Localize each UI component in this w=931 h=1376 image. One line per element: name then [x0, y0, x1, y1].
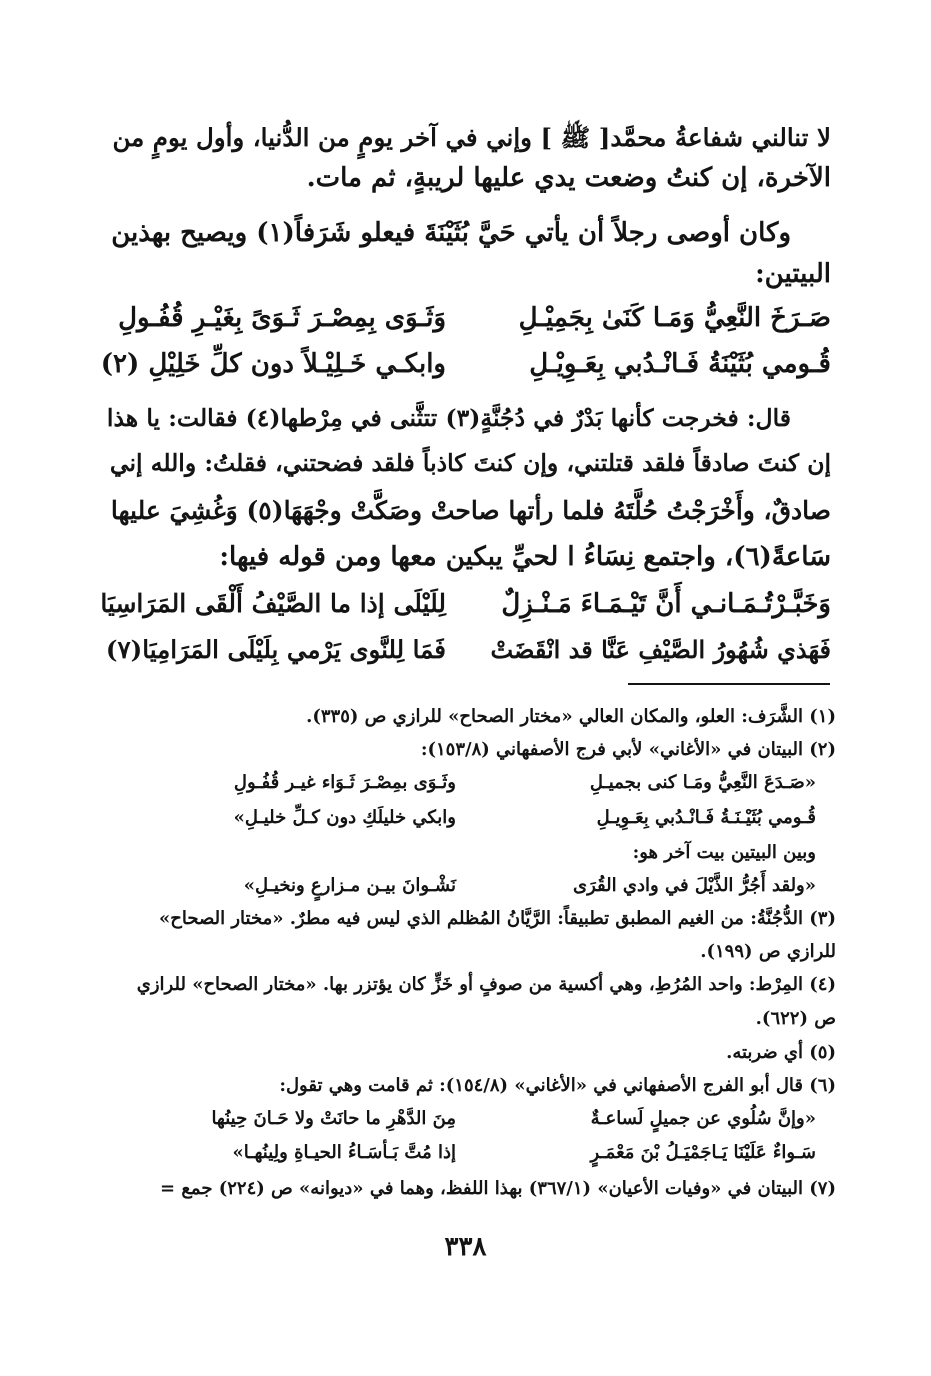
- body-line-8: سَاعةً(٦)، واجتمع نِسَاءُ ا لحيِّ يبكين معها ومن قوله فيها:: [219, 542, 831, 572]
- hemistich-first: «وإنَّ سُلُوي عن جميلٍ لَساعـةٌ: [590, 1108, 816, 1129]
- hemistich-second: وابكـي خَـلِيْـلاً دون كلِّ خَلِيْلِ (٢): [100, 349, 446, 379]
- footnote-6-verse-2: [96, 1138, 816, 1168]
- poem1-verse-2: [101, 342, 831, 386]
- footnote-separator: [628, 683, 830, 685]
- hemistich-second: فَمَا لِلنَّوى يَرْمي بِلَيْلَى المَرَامِيَا(٧): [105, 635, 446, 664]
- body-line-2: الآخرة، إن كنتُ وضعت يدي عليها لريبةٍ، ثم مات.: [306, 163, 831, 193]
- hemistich-first: صَـرَخَ النَّعِيُّ وَمَـا كَنَىٰ بِجَمِيْـلِ: [518, 303, 831, 333]
- hemistich-second: مِنَ الدَّهْرِ ما حانَتْ ولا حَـانَ حِينُها: [211, 1108, 456, 1129]
- footnote-3: (٣) الدُّجُنَّةُ: من الغيم المطبق تطبيقاً: الرَّيَّانُ المُظلم الذي ليس فيه مطرٌ. «مختار الصحاح»: [159, 908, 836, 929]
- body-line-4: البيتين:: [755, 259, 831, 289]
- hemistich-second: وابكي خليلَكِ دون كـلِّ خليـلِ»: [233, 807, 456, 828]
- hemistich-first: «ولقد أَجُرُّ الذَّيْلَ في وادي القُرَى: [573, 875, 816, 896]
- hemistich-first: قُـومي بُثَيْـنَـةُ فَـانْـدُبي بِعَـوِيـلِ: [596, 807, 816, 828]
- hemistich-first: فَهَذي شُهُورُ الصَّيْفِ عَنَّا قد انْقَضَتْ: [490, 635, 831, 664]
- footnote-2-verse-2: [96, 803, 816, 833]
- footnote-2-extra-verse: [96, 871, 816, 901]
- poem2-verse-2: [101, 628, 831, 672]
- hemistich-second: لِلَيْلَى إذا ما الصَّيْفُ أَلْقَى المَرَاسِيَا: [100, 589, 446, 618]
- footnote-4: (٤) المِرْط: واحد المُرُطِ، وهي أكسية من صوفٍ أو خَزٍّ كان يؤتزر بها. «مختار الصحاح» للرازي: [136, 974, 836, 995]
- poem2-verse-1: [101, 582, 831, 626]
- body-line-5: قال: فخرجت كأنها بَدْرٌ في دُجُنَّةٍ(٣) تتثَّنى في مِرْطها(٤) فقالت: يا هذا: [106, 404, 791, 432]
- hemistich-second: وَثَـوَى بِمِصْـرَ ثَـوَىً بِغَيْـرِ قُفُـولِ: [118, 303, 446, 333]
- hemistich-first: وَخَبَّـرْتُـمَـانـي أَنَّ تَيْـمَـاءَ مَـنْـزِلٌ: [501, 589, 831, 619]
- page-number: ٣٣٨: [444, 1232, 487, 1262]
- footnote-6: (٦) قال أبو الفرج الأصفهاني في «الأغاني» (١٥٤/٨): ثم قامت وهي تقول:: [279, 1075, 836, 1096]
- footnote-2-between: وبين البيتين بيت آخر هو:: [632, 842, 816, 863]
- body-line-7: صادقٌ، وأَخْرَجْتُ حُلَّتَهُ فلما رأتها صاحتْ وصَكَّتْ وجْهَهَا(٥) وَغُشِيَ عليها: [110, 496, 831, 525]
- hemistich-first: سَـواءٌ عَلَيْنَا يَـاجَمْيَـلُ بْنَ مَعْمَـرٍ: [590, 1142, 816, 1163]
- hemistich-second: إذا مُتَّ بَـأسَـاءُ الحيـاةِ ولِينُهـا»: [232, 1142, 456, 1163]
- body-line-6: إن كنتَ صادقاً فلقد قتلتني، وإن كنتَ كاذباً فلقد فضحتني، فقلتُ: والله إني: [109, 449, 831, 477]
- poem1-verse-1: [101, 296, 831, 340]
- footnote-3-cont: للرازي ص (١٩٩).: [700, 941, 836, 962]
- footnote-4-cont: ص (٦٢٢).: [755, 1008, 836, 1029]
- body-line-1: لا تنالني شفاعةُ محمَّد[ ﷺ ] وإني في آخر يومٍ من الدُّنيا، وأول يومٍ من: [112, 123, 831, 152]
- hemistich-second: وثَـوَى بمِصْـرَ ثَـوَاء غيـر قُفُـولِ: [233, 772, 456, 793]
- footnote-1: (١) الشَّرَف: العلو، والمكان العالي «مختار الصحاح» للرازي ص (٣٣٥).: [306, 706, 836, 727]
- hemistich-first: قُـومي بُثَيْنَةُ فَـانْـدُبي بِعَـوِيْـلِ: [529, 349, 831, 379]
- footnote-5: (٥) أي ضربته.: [726, 1042, 836, 1063]
- footnote-7: (٧) البيتان في «وفيات الأعيان» (٣٦٧/١) بهذا اللفظ، وهما في «ديوانه» ص (٢٢٤) جمع =: [159, 1178, 836, 1199]
- footnote-2-verse-1: [96, 768, 816, 798]
- footnote-2: (٢) البيتان في «الأغاني» لأبي فرج الأصفهاني (١٥٣/٨):: [420, 739, 836, 760]
- body-line-3: وكان أوصى رجلاً أن يأتي حَيَّ بُثَيْنَةَ فيعلو شَرَفاً(١) ويصيح بهذين: [111, 218, 791, 248]
- hemistich-second: نَشْـوانَ بيـن مـزارعٍ ونخيـلِ»: [243, 875, 456, 896]
- hemistich-first: «صَـدَعَ النَّعِيُّ ومَـا كنى بجميـلِ: [589, 772, 816, 793]
- footnote-6-verse-1: [96, 1104, 816, 1134]
